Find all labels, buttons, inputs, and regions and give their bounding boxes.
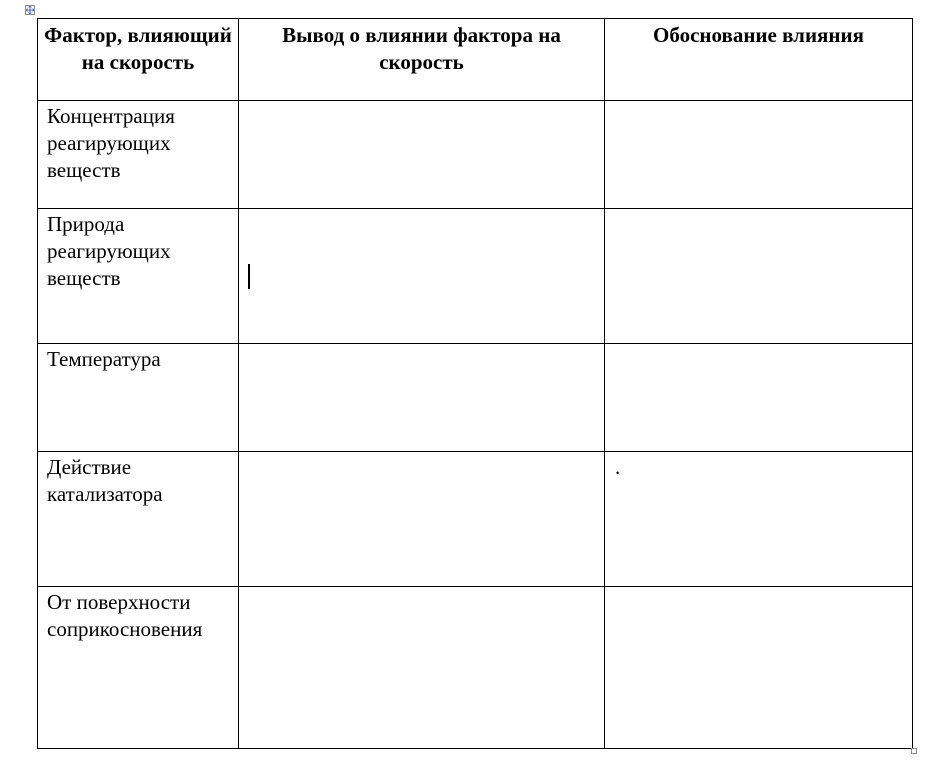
justification-cell[interactable] [605, 101, 913, 209]
factor-cell[interactable]: Температура [38, 344, 239, 452]
conclusion-cell[interactable] [239, 452, 605, 587]
table-row [38, 101, 913, 209]
header-factor[interactable]: Фактор, влияющий на скорость [38, 19, 239, 101]
table-resize-handle[interactable] [911, 748, 917, 754]
factor-cell[interactable]: От поверхности соприкосновения [38, 587, 239, 749]
text-cursor [248, 264, 250, 289]
table-row [38, 452, 913, 587]
table-row [38, 587, 913, 749]
factor-cell[interactable]: Природа реагирующих веществ [38, 209, 239, 344]
table-move-handle-icon[interactable] [25, 5, 35, 15]
justification-cell[interactable] [605, 209, 913, 344]
header-conclusion[interactable]: Вывод о влиянии фактора на скорость [239, 19, 605, 101]
factor-cell[interactable]: Действие катализатора [38, 452, 239, 587]
justification-cell[interactable] [605, 452, 913, 587]
conclusion-cell[interactable] [239, 101, 605, 209]
conclusion-cell[interactable] [239, 344, 605, 452]
factor-cell[interactable]: Концентрация реагирующих веществ [38, 101, 239, 209]
conclusion-cell[interactable] [239, 587, 605, 749]
table-row [38, 209, 913, 344]
conclusion-cell[interactable] [239, 209, 605, 344]
header-row [38, 19, 913, 101]
table-row [38, 344, 913, 452]
justification-cell[interactable] [605, 344, 913, 452]
justification-cell[interactable] [605, 587, 913, 749]
factors-table [37, 18, 913, 749]
header-justification[interactable]: Обоснование влияния [605, 19, 913, 101]
justification-text: . [615, 455, 621, 479]
